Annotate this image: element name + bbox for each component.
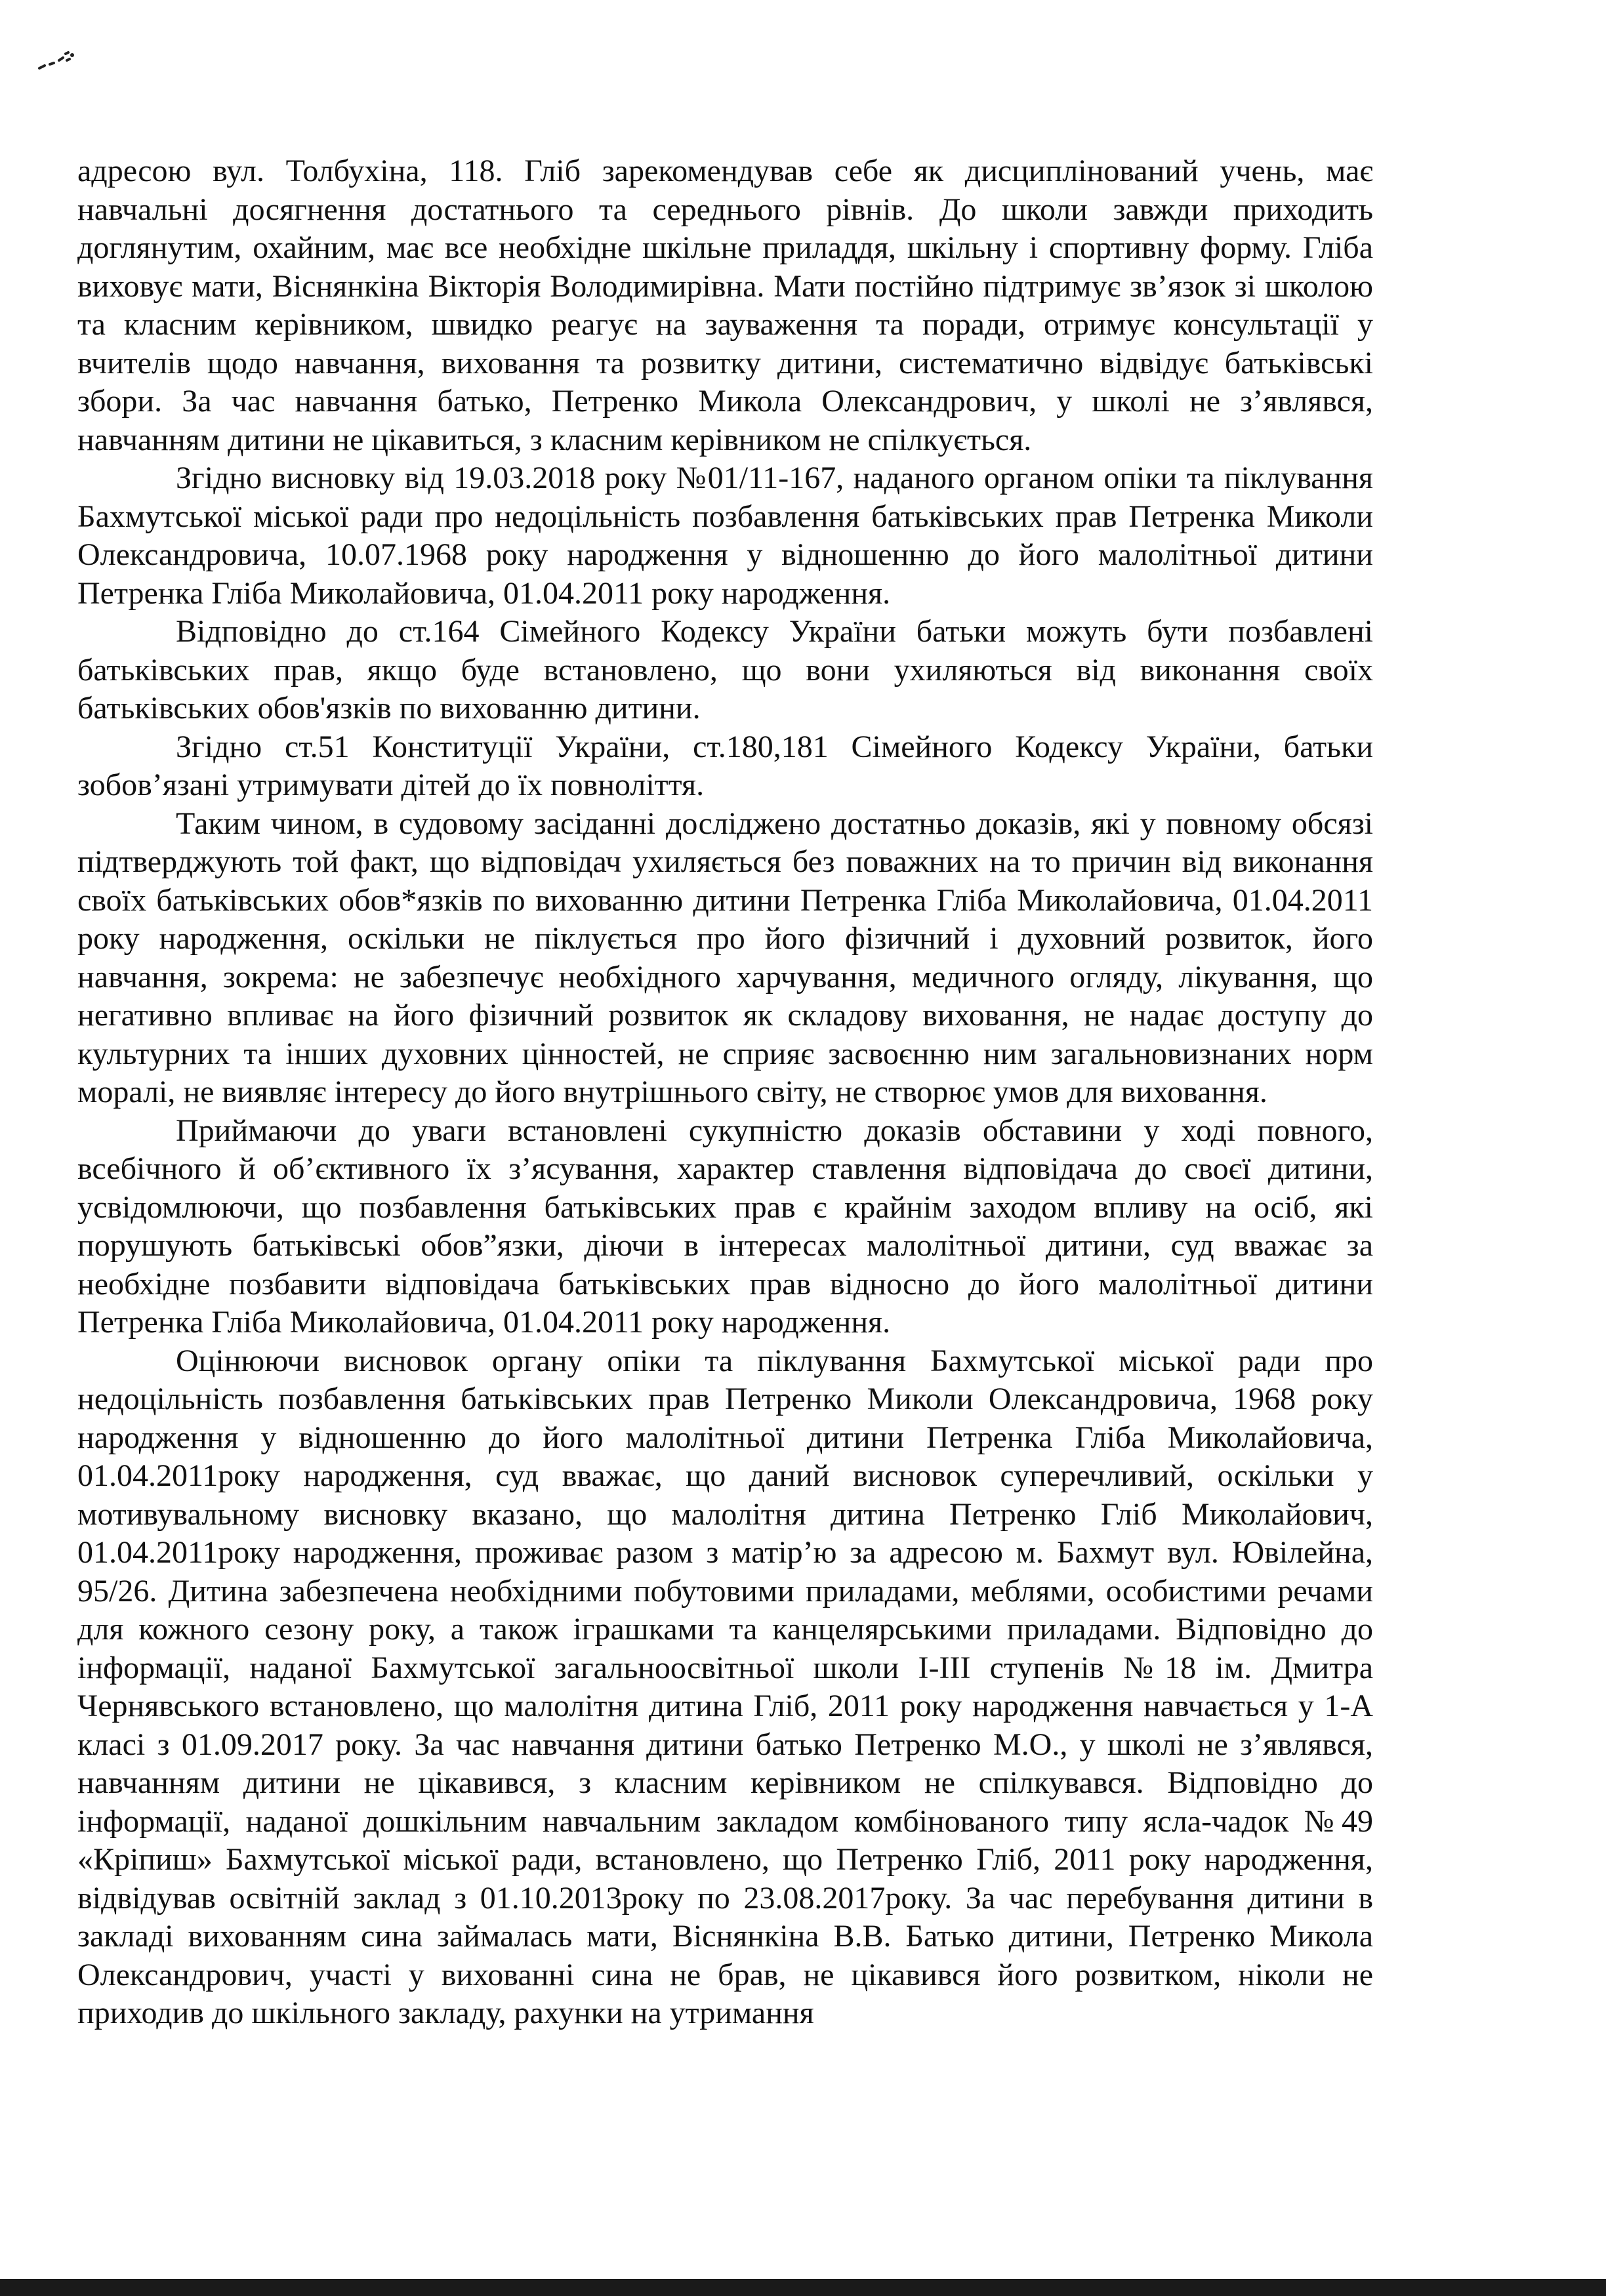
scan-speck-mark	[34, 46, 80, 85]
document-body	[77, 152, 1373, 2033]
paragraph-1: адресою вул. Толбухіна, 118. Гліб зарекомендував себе як дисциплінований учень, має навчальні досягнення достатнього та середнього рівнів. До школи завжди приходить доглянутим, охайним, має все необхідне шкільне приладдя, шкільну і спортивну форму. Гліба виховує мати, Віснянкіна Вікторія Володимирівна. Мати постійно підтримує зв’язок зі школою та класним керівником, швидко реагує на зауваження та поради, отримує консультації у вчителів щодо навчання, виховання та розвитку дитини, систематично відвідує батьківські збори. За час навчання батько, Петренко Микола Олександрович, у школі не з’являвся, навчанням дитини не цікавиться, з класним керівником не спілкується.	[77, 154, 1373, 457]
paragraph-7: Оцінюючи висновок органу опіки та піклування Бахмутської міської ради про недоцільність позбавлення батьківських прав Петренко Миколи Олександровича, 1968 року народження у відношенню до його малолітньої дитини Петренка Гліба Миколайовича, 01.04.2011року народження, суд вважає, що даний висновок суперечливий, оскільки у мотивувальному висновку вказано, що малолітня дитина Петренко Гліб Миколайович, 01.04.2011року народження, проживає разом з матір’ю за адресою м. Бахмут вул. Ювілейна, 95/26. Дитина забезпечена необхідними побутовими приладами, меблями, особистими речами для кожного сезону року, а також іграшками та канцелярськими приладами. Відповідно до інформації, наданої Бахмутської загальноосвітньої школи І-ІІІ ступенів №18 ім. Дмитра Чернявського встановлено, що малолітня дитина Гліб, 2011 року народження навчається у 1-А класі з 01.09.2017 року. За час навчання дитини батько Петренко М.О., у школі не з’являвся, навчанням дитини не цікавився, з класним керівником не спілкувався. Відповідно до інформації, наданої дошкільним навчальним закладом комбінованого типу ясла-чадок №49 «Кріпиш» Бахмутської міської ради, встановлено, що Петренко Гліб, 2011 року народження, відвідував освітній заклад з 01.10.2013року по 23.08.2017року. За час перебування дитини в закладі вихованням сина займалась мати, Віснянкіна В.В. Батько дитини, Петренко Микола Олександрович, участі у вихованні сина не брав, не цікавився його розвитком, ніколи не приходив до шкільного закладу, рахунки на утримання	[77, 1343, 1373, 2030]
scan-bottom-edge	[0, 2279, 1606, 2296]
paragraph-4: Згідно ст.51 Конституції України, ст.180,181 Сімейного Кодексу України, батьки зобов’язані утримувати дітей до їх повноліття.	[77, 729, 1373, 802]
paragraph-2: Згідно висновку від 19.03.2018 року №01/11-167, наданого органом опіки та піклування Бахмутської міської ради про недоцільність позбавлення батьківських прав Петренка Миколи Олександровича, 10.07.1968 року народження у відношенню до його малолітньої дитини Петренка Гліба Миколайовича, 01.04.2011 року народження.	[77, 461, 1373, 611]
paragraph-6: Приймаючи до уваги встановлені сукупністю доказів обставини у ході повного, всебічного й об’єктивного їх з’ясування, характер ставлення відповідача до своєї дитини, усвідомлюючи, що позбавлення батьківських прав є крайнім заходом впливу на осіб, які порушують батьківські обов”язки, діючи в інтересах малолітньої дитини, суд вважає за необхідне позбавити відповідача батьківських прав відносно до його малолітньої дитини Петренка Гліба Миколайовича, 01.04.2011 року народження.	[77, 1113, 1373, 1340]
paragraph-3: Відповідно до ст.164 Сімейного Кодексу України батьки можуть бути позбавлені батьківських прав, якщо буде встановлено, що вони ухиляються від виконання своїх батьківських обов'язків по вихованню дитини.	[77, 614, 1373, 726]
paragraph-5: Таким чином, в судовому засіданні досліджено достатньо доказів, які у повному обсязі підтверджують той факт, що відповідач ухиляється без поважних на то причин від виконання своїх батьківських обов*язків по вихованню дитини Петренка Гліба Миколайовича, 01.04.2011 року народження, оскільки не піклується про його фізичний і духовний розвиток, його навчання, зокрема: не забезпечує необхідного харчування, медичного огляду, лікування, що негативно впливає на його фізичний розвиток як складову виховання, не надає доступу до культурних та інших духовних цінностей, не сприяє засвоєнню ним загальновизнаних норм моралі, не виявляє інтересу до його внутрішнього світу, не створює умов для виховання.	[77, 806, 1373, 1109]
